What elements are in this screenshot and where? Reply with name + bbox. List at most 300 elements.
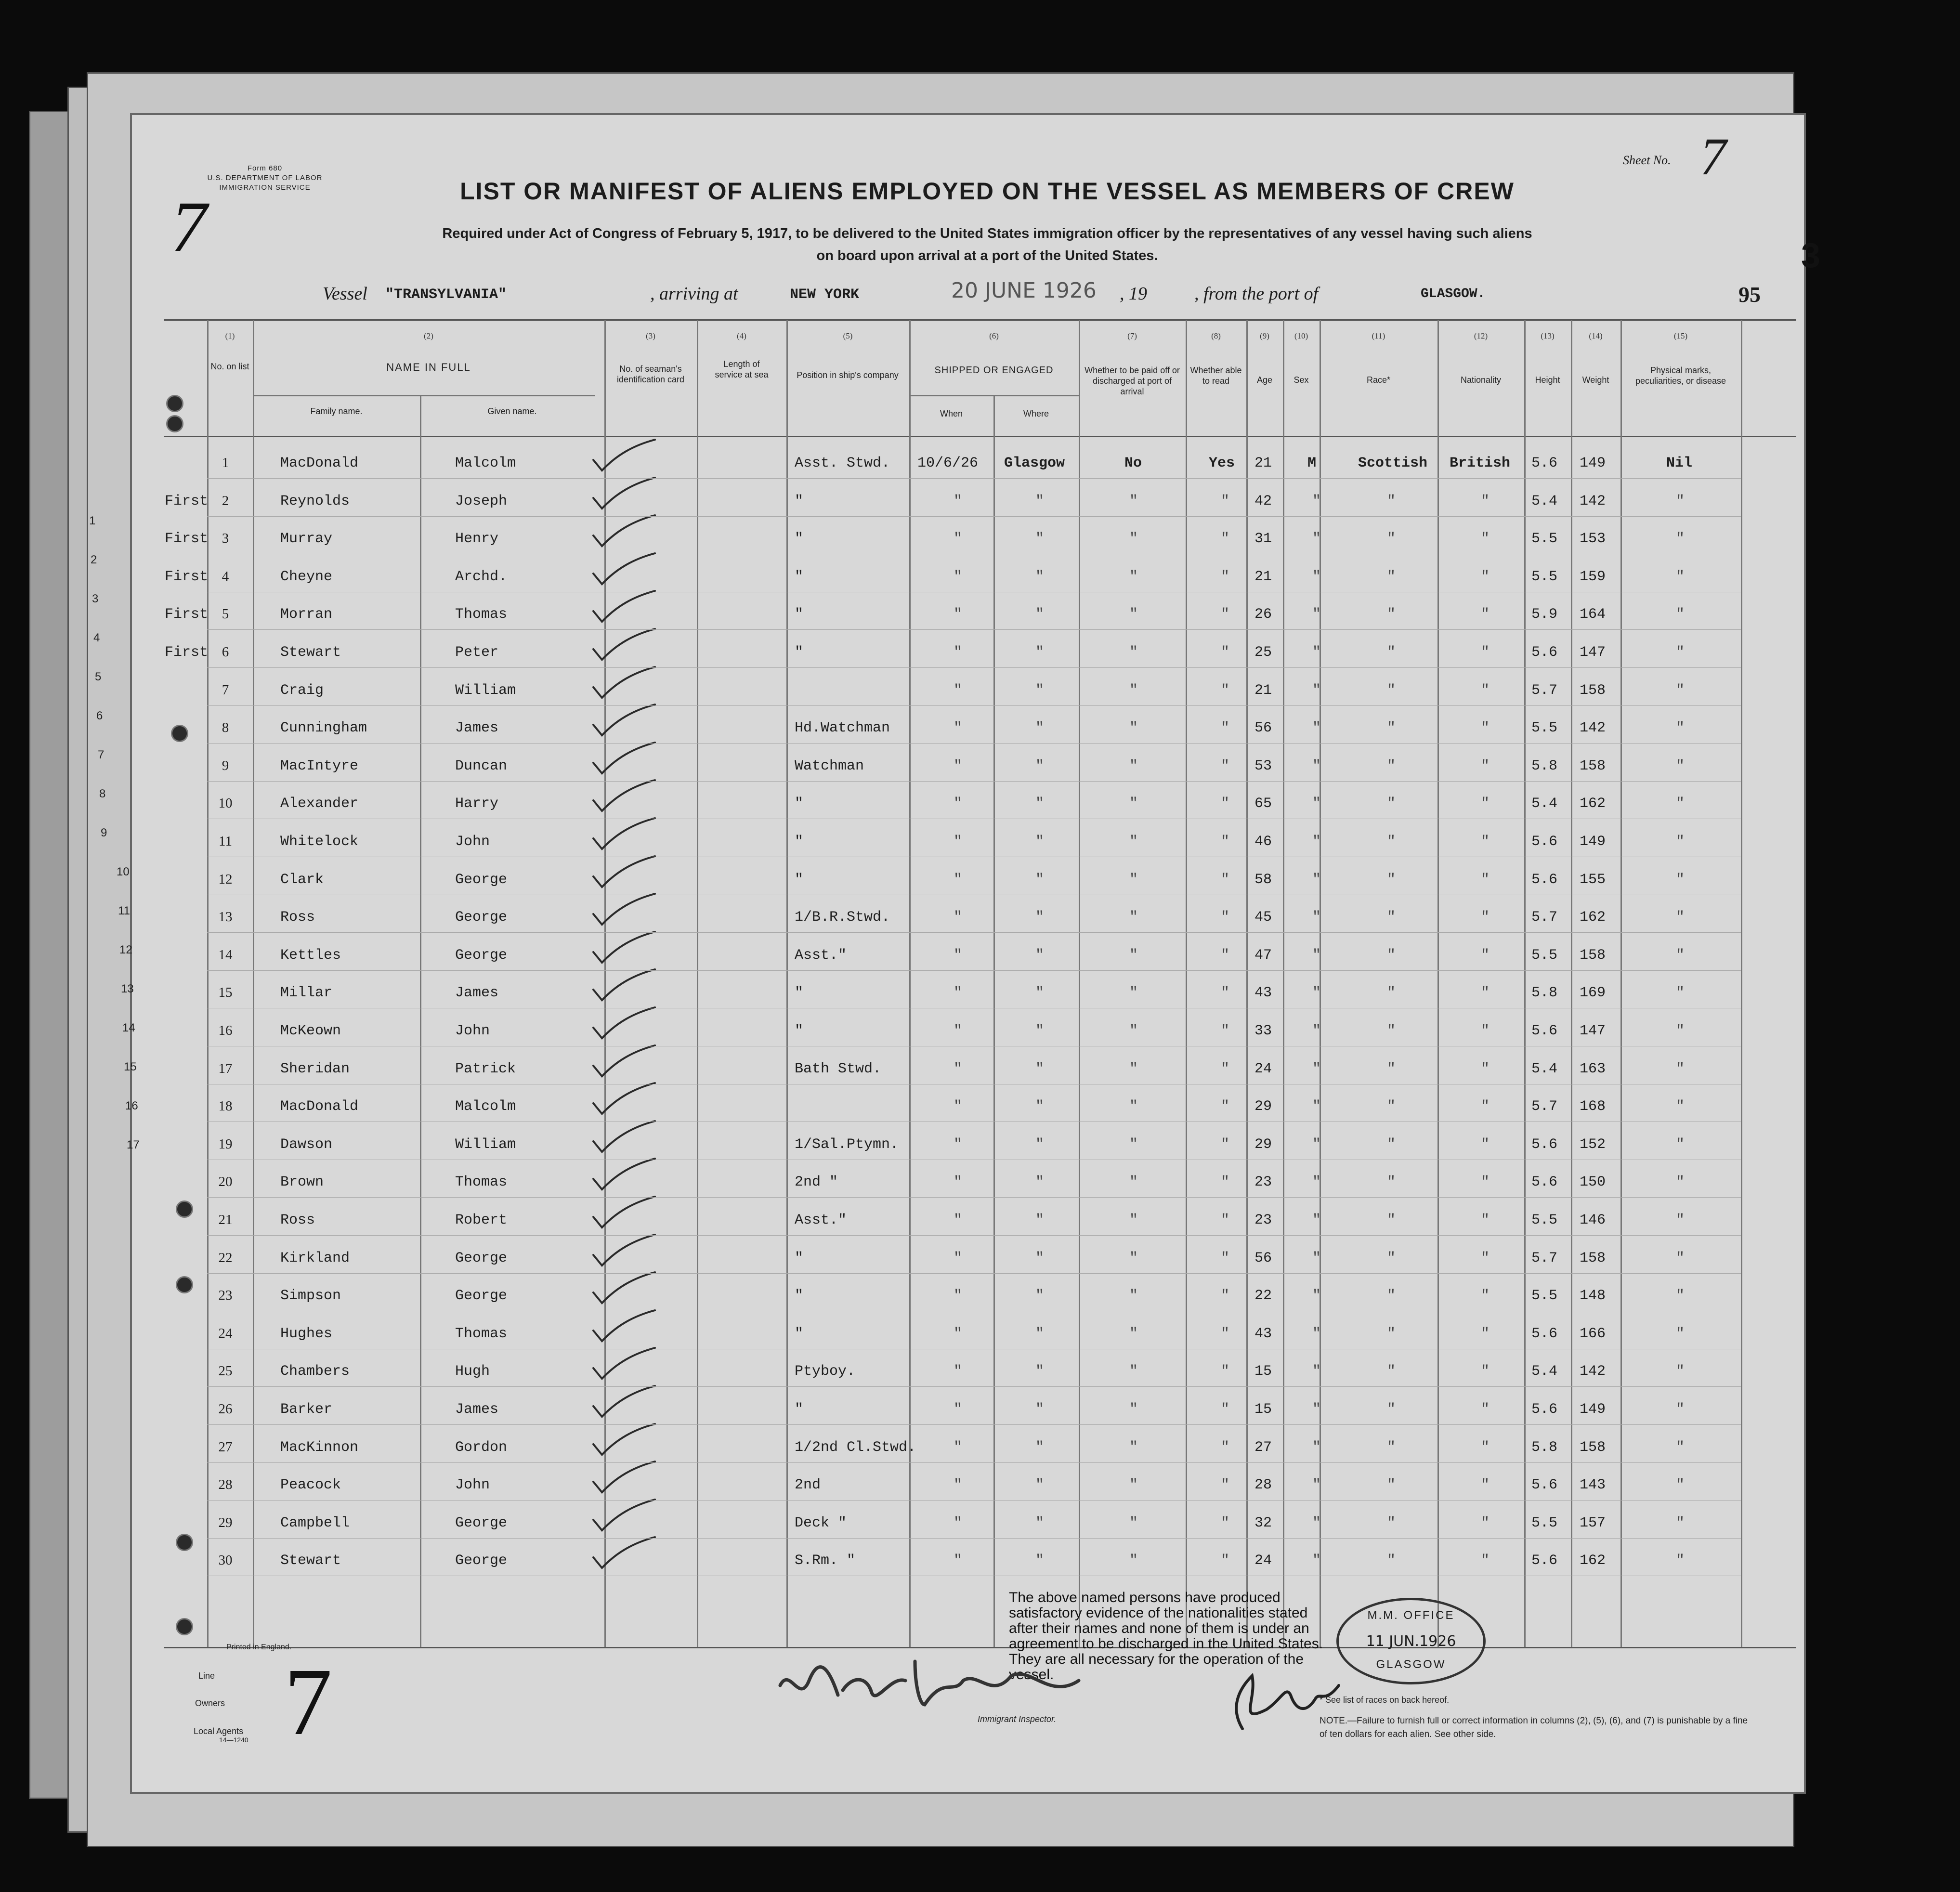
ditto-sex: " (1312, 1136, 1321, 1153)
check-mark-icon (588, 890, 660, 928)
ditto-when: " (954, 1098, 963, 1115)
ditto-physical: " (1676, 1288, 1685, 1304)
ditto-sex: " (1312, 909, 1321, 926)
ditto-sex: " (1312, 644, 1321, 661)
from-port-label: , from the port of (1194, 284, 1319, 304)
ditto-where: " (1035, 1515, 1045, 1531)
ditto-where: " (1035, 493, 1045, 509)
header-length-of-service: Length of service at sea (715, 359, 769, 379)
weight-cell: 149 (1580, 1401, 1606, 1418)
family-name-cell: Alexander (280, 796, 359, 812)
ditto-read: " (1221, 1401, 1230, 1418)
given-name-cell: Archd. (455, 569, 508, 585)
height-cell: 5.5 (1531, 1212, 1558, 1228)
ditto-read: " (1221, 872, 1230, 888)
ditto-physical: " (1676, 1212, 1685, 1228)
ditto-read: " (1221, 1326, 1230, 1342)
ditto-sex: " (1312, 569, 1321, 585)
position-cell: " (795, 1326, 804, 1342)
vessel-label: Vessel (323, 284, 367, 304)
row-number: 13 (218, 909, 233, 925)
ditto-race: " (1387, 1174, 1396, 1190)
nationality-cell: British (1450, 455, 1511, 471)
weight-cell: 149 (1580, 455, 1606, 471)
ditto-nationality: " (1481, 1288, 1490, 1304)
ditto-race: " (1387, 1477, 1396, 1493)
row-rule (207, 705, 1741, 706)
height-cell: 5.6 (1531, 872, 1558, 888)
ditto-sex: " (1312, 1023, 1321, 1039)
position-cell: " (795, 569, 804, 585)
family-name-cell: Cunningham (280, 720, 367, 736)
margin-number: 12 (119, 943, 132, 956)
line-label: Line (198, 1671, 215, 1681)
check-mark-icon (588, 1079, 660, 1118)
ditto-read: " (1221, 1174, 1230, 1190)
ditto-read: " (1221, 569, 1230, 585)
row-number: 21 (218, 1212, 233, 1227)
row-number: 15 (218, 985, 233, 1000)
ditto-where: " (1035, 758, 1045, 774)
age-cell: 31 (1254, 531, 1272, 547)
age-cell: 58 (1254, 872, 1272, 888)
inspector-signature (771, 1647, 1108, 1734)
weight-cell: 142 (1580, 720, 1606, 736)
col-number-4: (4) (737, 331, 746, 340)
ditto-paid-off: " (1129, 1212, 1138, 1228)
ditto-race: " (1387, 796, 1396, 812)
given-name-cell: Peter (455, 644, 499, 661)
height-cell: 5.9 (1531, 606, 1558, 623)
ditto-when: " (954, 1023, 963, 1039)
given-name-cell: Duncan (455, 758, 508, 774)
certification-text: The above named persons have produced satisfactory evidence of the nationalities stated after their names and none of them is under an agreement to be discharged in the United States. They are all necessary for the operation of the vessel. (1009, 1590, 1323, 1683)
age-cell: 56 (1254, 1250, 1272, 1266)
height-cell: 5.6 (1531, 455, 1558, 471)
ditto-race: " (1387, 493, 1396, 509)
ditto-when: " (954, 872, 963, 888)
ditto-nationality: " (1481, 644, 1490, 661)
given-name-cell: William (455, 682, 516, 699)
ditto-race: " (1387, 872, 1396, 888)
height-cell: 5.7 (1531, 909, 1558, 926)
ditto-when: " (954, 758, 963, 774)
weight-cell: 157 (1580, 1515, 1606, 1531)
ditto-sex: " (1312, 1477, 1321, 1493)
family-name-cell: Ross (280, 1212, 315, 1228)
height-cell: 5.7 (1531, 682, 1558, 699)
col-number-8: (8) (1211, 331, 1221, 340)
row-number: 12 (218, 872, 233, 887)
position-cell: 1/Sal.Ptymn. (795, 1136, 899, 1153)
weight-cell: 142 (1580, 1363, 1606, 1380)
given-name-cell: George (455, 1515, 508, 1531)
row-number: 24 (218, 1326, 233, 1341)
family-name-cell: Ross (280, 909, 315, 926)
ditto-nationality: " (1481, 1515, 1490, 1531)
arrival-date-stamp: 20 JUNE 1926 (951, 278, 1097, 303)
given-name-cell: James (455, 720, 499, 736)
ditto-physical: " (1676, 569, 1685, 585)
ditto-race: " (1387, 720, 1396, 736)
ditto-sex: " (1312, 1061, 1321, 1077)
row-number: 23 (218, 1288, 233, 1303)
ditto-read: " (1221, 985, 1230, 1001)
margin-annotation: First (165, 606, 209, 623)
margin-number: 8 (99, 787, 106, 800)
margin-annotation: First (165, 644, 209, 661)
row-number: 4 (222, 569, 229, 584)
ditto-race: " (1387, 606, 1396, 623)
family-name-cell: Craig (280, 682, 324, 699)
margin-number: 1 (89, 514, 96, 527)
ditto-physical: " (1676, 1363, 1685, 1380)
ditto-race: " (1387, 1098, 1396, 1115)
ditto-when: " (954, 1363, 963, 1380)
shipped-where-cell: Glasgow (1004, 455, 1065, 471)
ditto-when: " (954, 985, 963, 1001)
ditto-where: " (1035, 1061, 1045, 1077)
row-number: 29 (218, 1515, 233, 1530)
ditto-sex: " (1312, 682, 1321, 699)
row-number: 16 (218, 1023, 233, 1038)
ditto-race: " (1387, 1326, 1396, 1342)
row-number: 25 (218, 1363, 233, 1379)
ditto-read: " (1221, 1363, 1230, 1380)
margin-number: 10 (117, 865, 130, 878)
ditto-paid-off: " (1129, 1515, 1138, 1531)
row-rule (207, 781, 1741, 782)
ditto-physical: " (1676, 834, 1685, 850)
col-number-14: (14) (1589, 331, 1603, 340)
height-cell: 5.8 (1531, 985, 1558, 1001)
height-cell: 5.4 (1531, 493, 1558, 509)
check-mark-icon (588, 511, 660, 550)
ditto-where: " (1035, 1288, 1045, 1304)
col-number-12: (12) (1474, 331, 1488, 340)
age-cell: 25 (1254, 644, 1272, 661)
ditto-race: " (1387, 1288, 1396, 1304)
ditto-read: " (1221, 1098, 1230, 1115)
sheet-number-value: 7 (1700, 127, 1726, 186)
ditto-where: " (1035, 531, 1045, 547)
ditto-where: " (1035, 1477, 1045, 1493)
ditto-race: " (1387, 682, 1396, 699)
ditto-where: " (1035, 1212, 1045, 1228)
ditto-when: " (954, 1212, 963, 1228)
weight-cell: 148 (1580, 1288, 1606, 1304)
position-cell: Asst." (795, 947, 847, 964)
height-cell: 5.6 (1531, 1401, 1558, 1418)
check-mark-icon (588, 1193, 660, 1231)
margin-number: 6 (96, 709, 103, 722)
check-mark-icon (588, 1533, 660, 1572)
ditto-where: " (1035, 1439, 1045, 1456)
form-code: 14—1240 (219, 1736, 248, 1744)
punch-hole (171, 725, 188, 742)
ditto-physical: " (1676, 909, 1685, 926)
check-mark-icon (588, 1231, 660, 1269)
ditto-nationality: " (1481, 720, 1490, 736)
margin-annotation: First (165, 493, 209, 509)
departure-port: GLASGOW. (1421, 287, 1486, 301)
ditto-nationality: " (1481, 834, 1490, 850)
position-cell: " (795, 606, 804, 623)
col-divider-4 (697, 320, 698, 1647)
family-name-cell: Brown (280, 1174, 324, 1190)
shipped-when-cell: 10/6/26 (917, 455, 979, 471)
height-cell: 5.7 (1531, 1250, 1558, 1266)
ditto-paid-off: " (1129, 1363, 1138, 1380)
row-number: 11 (219, 834, 232, 849)
age-cell: 42 (1254, 493, 1272, 509)
ditto-sex: " (1312, 606, 1321, 623)
ditto-sex: " (1312, 1439, 1321, 1456)
ditto-nationality: " (1481, 1174, 1490, 1190)
ditto-read: " (1221, 1477, 1230, 1493)
weight-cell: 150 (1580, 1174, 1606, 1190)
ditto-paid-off: " (1129, 569, 1138, 585)
ditto-read: " (1221, 834, 1230, 850)
department-name: U.S. DEPARTMENT OF LABOR (207, 174, 323, 182)
check-mark-icon (588, 814, 660, 853)
ditto-sex: " (1312, 1401, 1321, 1418)
ditto-when: " (954, 1477, 963, 1493)
ditto-physical: " (1676, 1401, 1685, 1418)
height-cell: 5.8 (1531, 1439, 1558, 1456)
margin-number: 5 (95, 670, 102, 683)
ditto-race: " (1387, 644, 1396, 661)
owners-label: Owners (195, 1698, 225, 1708)
height-cell: 5.5 (1531, 720, 1558, 736)
ditto-paid-off: " (1129, 1439, 1138, 1456)
ditto-race: " (1387, 1250, 1396, 1266)
family-name-cell: Campbell (280, 1515, 350, 1531)
row-number: 18 (218, 1098, 233, 1114)
ditto-read: " (1221, 947, 1230, 964)
ditto-physical: " (1676, 758, 1685, 774)
ditto-nationality: " (1481, 606, 1490, 623)
weight-cell: 163 (1580, 1061, 1606, 1077)
ditto-when: " (954, 1439, 963, 1456)
height-cell: 5.5 (1531, 1515, 1558, 1531)
position-cell: " (795, 493, 804, 509)
ditto-physical: " (1676, 1477, 1685, 1493)
given-name-cell: James (455, 985, 499, 1001)
ditto-when: " (954, 1174, 963, 1190)
ditto-paid-off: " (1129, 1250, 1138, 1266)
ditto-paid-off: " (1129, 1136, 1138, 1153)
given-name-cell: Robert (455, 1212, 508, 1228)
age-cell: 26 (1254, 606, 1272, 623)
check-mark-icon (588, 852, 660, 891)
ditto-when: " (954, 796, 963, 812)
family-name-cell: Simpson (280, 1288, 341, 1304)
given-name-cell: Malcolm (455, 1098, 516, 1115)
age-cell: 29 (1254, 1098, 1272, 1115)
col-divider-15 (1620, 320, 1622, 1647)
check-mark-icon (588, 549, 660, 588)
header-when: When (940, 409, 963, 418)
ditto-where: " (1035, 796, 1045, 812)
given-name-cell: George (455, 947, 508, 964)
header-id-card: No. of seaman's identification card (616, 364, 685, 384)
table-top-rule (164, 319, 1796, 321)
inspector-label: Immigrant Inspector. (978, 1714, 1057, 1724)
race-cell: Scottish (1358, 455, 1428, 471)
ditto-where: " (1035, 1023, 1045, 1039)
age-cell: 47 (1254, 947, 1272, 964)
col-divider-1 (207, 320, 209, 1647)
ditto-paid-off: " (1129, 872, 1138, 888)
col-divider-6b (993, 395, 995, 1647)
header-weight: Weight (1582, 375, 1609, 385)
col-divider-8 (1186, 320, 1187, 1647)
ditto-read: " (1221, 606, 1230, 623)
margin-number: 17 (127, 1138, 140, 1151)
physical-marks-cell: Nil (1666, 455, 1693, 471)
row-rule (207, 1235, 1741, 1236)
col-divider-14 (1571, 320, 1572, 1647)
position-cell: Watchman (795, 758, 864, 774)
margin-number: 15 (124, 1060, 137, 1073)
ditto-where: " (1035, 1326, 1045, 1342)
ditto-read: " (1221, 1212, 1230, 1228)
ditto-nationality: " (1481, 1136, 1490, 1153)
ditto-sex: " (1312, 796, 1321, 812)
ditto-when: " (954, 569, 963, 585)
check-mark-icon (588, 625, 660, 664)
header-family-name: Family name. (310, 406, 363, 416)
check-mark-icon (588, 1306, 660, 1345)
height-cell: 5.4 (1531, 1061, 1558, 1077)
ditto-read: " (1221, 1288, 1230, 1304)
age-cell: 43 (1254, 985, 1272, 1001)
row-number: 10 (218, 796, 233, 811)
ditto-physical: " (1676, 682, 1685, 699)
weight-cell: 158 (1580, 758, 1606, 774)
ditto-sex: " (1312, 1250, 1321, 1266)
ditto-race: " (1387, 1023, 1396, 1039)
ditto-nationality: " (1481, 758, 1490, 774)
ditto-sex: " (1312, 720, 1321, 736)
family-name-cell: Stewart (280, 1553, 341, 1569)
given-name-cell: George (455, 872, 508, 888)
col-divider-16 (1741, 320, 1742, 1647)
family-name-cell: Dawson (280, 1136, 333, 1153)
ditto-when: " (954, 682, 963, 699)
height-cell: 5.5 (1531, 569, 1558, 585)
ditto-race: " (1387, 1212, 1396, 1228)
family-name-cell: Peacock (280, 1477, 341, 1493)
ditto-when: " (954, 531, 963, 547)
family-name-cell: Cheyne (280, 569, 333, 585)
position-cell: 1/B.R.Stwd. (795, 909, 890, 926)
weight-cell: 158 (1580, 1250, 1606, 1266)
local-agents-label: Local Agents (194, 1726, 244, 1736)
check-mark-icon (588, 1004, 660, 1042)
height-cell: 5.6 (1531, 834, 1558, 850)
age-cell: 21 (1254, 682, 1272, 699)
check-mark-icon (588, 436, 660, 474)
ditto-sex: " (1312, 1363, 1321, 1380)
ditto-when: " (954, 1553, 963, 1569)
ditto-where: " (1035, 569, 1045, 585)
col-divider-7 (1079, 320, 1080, 1647)
position-cell: " (795, 985, 804, 1001)
punch-hole (166, 415, 183, 432)
footer-handwritten-mark: 7 (284, 1649, 332, 1755)
col-number-9: (9) (1260, 331, 1269, 340)
check-mark-icon (588, 1382, 660, 1421)
ditto-when: " (954, 644, 963, 661)
ditto-read: " (1221, 682, 1230, 699)
col-divider-2 (253, 320, 254, 1647)
col-number-7: (7) (1127, 331, 1137, 340)
ditto-when: " (954, 947, 963, 964)
age-cell: 46 (1254, 834, 1272, 850)
row-number: 19 (218, 1136, 233, 1152)
row-number: 27 (218, 1439, 233, 1455)
given-name-cell: George (455, 1553, 508, 1569)
margin-annotation: First (165, 569, 209, 585)
check-mark-icon (588, 1458, 660, 1496)
col-number-6: (6) (989, 331, 999, 340)
age-cell: 33 (1254, 1023, 1272, 1039)
form-number: Form 680 (247, 164, 283, 172)
check-mark-icon (588, 663, 660, 702)
position-cell: " (795, 1288, 804, 1304)
ditto-read: " (1221, 1250, 1230, 1266)
given-name-cell: Gordon (455, 1439, 508, 1456)
ditto-paid-off: " (1129, 1326, 1138, 1342)
subtitle-line-2: on board upon arrival at a port of the United States. (816, 248, 1158, 263)
ditto-where: " (1035, 909, 1045, 926)
ditto-paid-off: " (1129, 531, 1138, 547)
weight-cell: 162 (1580, 909, 1606, 926)
row-number: 3 (222, 531, 229, 546)
ditto-nationality: " (1481, 985, 1490, 1001)
row-rule (207, 1273, 1741, 1274)
ditto-nationality: " (1481, 1023, 1490, 1039)
height-cell: 5.6 (1531, 1136, 1558, 1153)
position-cell: 2nd (795, 1477, 821, 1493)
ditto-sex: " (1312, 1174, 1321, 1190)
sex-cell: M (1307, 455, 1317, 471)
row-number: 6 (222, 644, 229, 660)
paid-off-cell: No (1124, 455, 1142, 471)
ditto-sex: " (1312, 758, 1321, 774)
position-cell: 1/2nd Cl.Stwd. (795, 1439, 916, 1456)
ditto-read: " (1221, 1136, 1230, 1153)
ditto-race: " (1387, 1363, 1396, 1380)
margin-annotation: First (165, 531, 209, 547)
col-number-2: (2) (424, 331, 433, 340)
punch-hole (176, 1200, 193, 1218)
ditto-race: " (1387, 1553, 1396, 1569)
ditto-race: " (1387, 758, 1396, 774)
family-name-cell: MacIntyre (280, 758, 359, 774)
given-name-cell: Joseph (455, 493, 508, 509)
ditto-race: " (1387, 1401, 1396, 1418)
given-name-cell: Thomas (455, 1174, 508, 1190)
row-number: 17 (218, 1061, 233, 1076)
ditto-race: " (1387, 531, 1396, 547)
family-name-cell: Stewart (280, 644, 341, 661)
ditto-physical: " (1676, 985, 1685, 1001)
age-cell: 24 (1254, 1553, 1272, 1569)
weight-cell: 153 (1580, 531, 1606, 547)
